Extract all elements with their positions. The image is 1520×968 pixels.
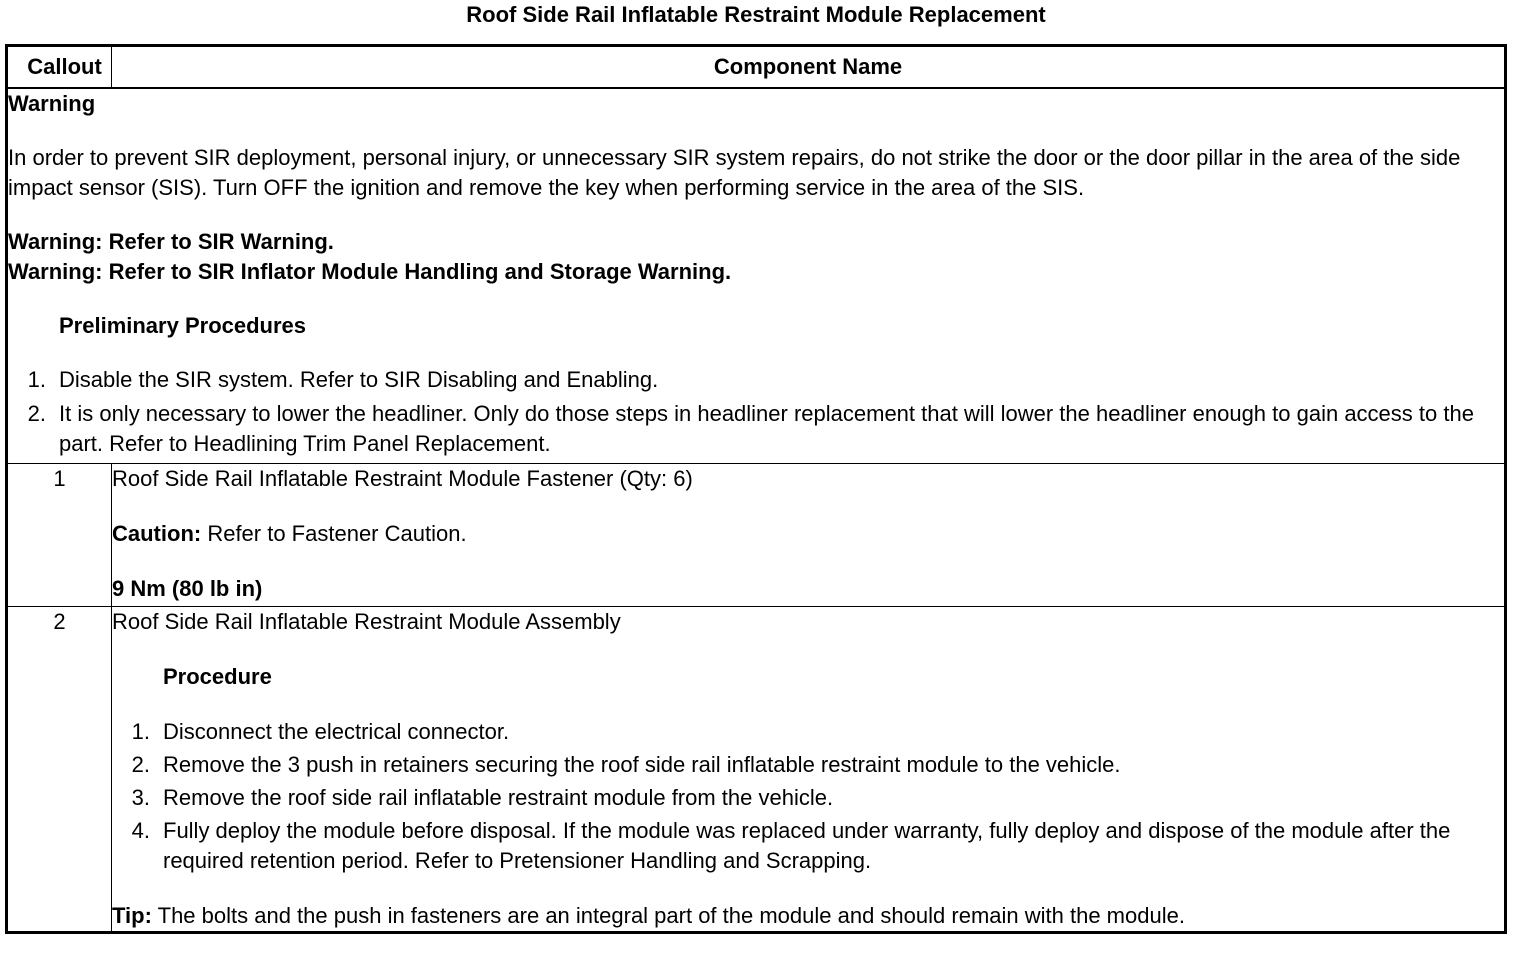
header-callout xyxy=(7,46,112,89)
warning-ref-inflator: Warning: Refer to SIR Inflator Module Handling and Storage Warning. xyxy=(8,259,732,284)
list-item xyxy=(8,399,1504,459)
preliminary-procedures-heading: Preliminary Procedures xyxy=(59,313,307,338)
warning-label: Warning xyxy=(8,91,96,116)
table-row xyxy=(7,464,1506,607)
step-number: 2. xyxy=(27,401,46,426)
procedure-steps-list xyxy=(112,717,1504,876)
component-name: Roof Side Rail Inflatable Restraint Module Fastener (Qty: 6) xyxy=(112,466,693,491)
step-text: Remove the roof side rail inflatable restraint module from the vehicle. xyxy=(163,785,834,810)
preface-row xyxy=(7,88,1506,464)
tip-line xyxy=(112,901,1504,931)
preliminary-steps-list xyxy=(8,365,1504,459)
tip-label: Tip: xyxy=(112,903,152,928)
step-text: Disconnect the electrical connector. xyxy=(163,719,510,744)
callout-number: 1 xyxy=(7,464,112,607)
step-text: Remove the 3 push in retainers securing the roof side rail inflatable restraint module to the vehicle. xyxy=(163,752,1121,777)
list-item xyxy=(112,816,1504,876)
warning-ref-sir: Warning: Refer to SIR Warning. xyxy=(8,229,334,254)
step-text: Fully deploy the module before disposal. If the module was replaced under warranty, fully deploy and dispose of the module after the required retention period. Refer to Pretensioner Handling and Scrapping. xyxy=(163,818,1451,873)
torque-spec: 9 Nm (80 lb in) xyxy=(112,576,263,601)
step-number: 1. xyxy=(131,719,150,744)
list-item xyxy=(8,365,1504,395)
caution-text: Refer to Fastener Caution. xyxy=(201,521,467,546)
tip-text: The bolts and the push in fasteners are an integral part of the module and should remain with the module. xyxy=(151,903,1185,928)
list-item xyxy=(112,717,1504,747)
step-number: 3. xyxy=(131,785,150,810)
procedure-heading: Procedure xyxy=(163,664,272,689)
step-number: 4. xyxy=(131,818,150,843)
header-callout-label: Callout xyxy=(27,54,102,79)
procedure-table xyxy=(5,44,1507,934)
step-number: 1. xyxy=(27,367,46,392)
step-number: 2. xyxy=(131,752,150,777)
caution-line xyxy=(112,519,1504,549)
step-text: It is only necessary to lower the headliner. Only do those steps in headliner replacement that will lower the headliner enough to gain access to the part. Refer to Headlining Trim Panel Replacement. xyxy=(59,401,1474,456)
caution-label: Caution: xyxy=(112,521,202,546)
preface-cell xyxy=(7,88,1506,464)
component-cell xyxy=(112,464,1506,607)
callout-number: 2 xyxy=(7,607,112,933)
component-cell xyxy=(112,607,1506,933)
warning-text: In order to prevent SIR deployment, personal injury, or unnecessary SIR system repairs, do not strike the door or the door pillar in the area of the side impact sensor (SIS). Turn OFF the ignition and remove the key when performing service in the area of the SIS. xyxy=(8,145,1461,200)
component-name: Roof Side Rail Inflatable Restraint Module Assembly xyxy=(112,609,621,634)
list-item xyxy=(112,783,1504,813)
page-title: Roof Side Rail Inflatable Restraint Module Replacement xyxy=(466,2,1046,27)
list-item xyxy=(112,750,1504,780)
table-row xyxy=(7,607,1506,933)
table-header-row xyxy=(7,46,1506,89)
header-component-name: Component Name xyxy=(112,46,1506,89)
step-text: Disable the SIR system. Refer to SIR Disabling and Enabling. xyxy=(59,367,659,392)
